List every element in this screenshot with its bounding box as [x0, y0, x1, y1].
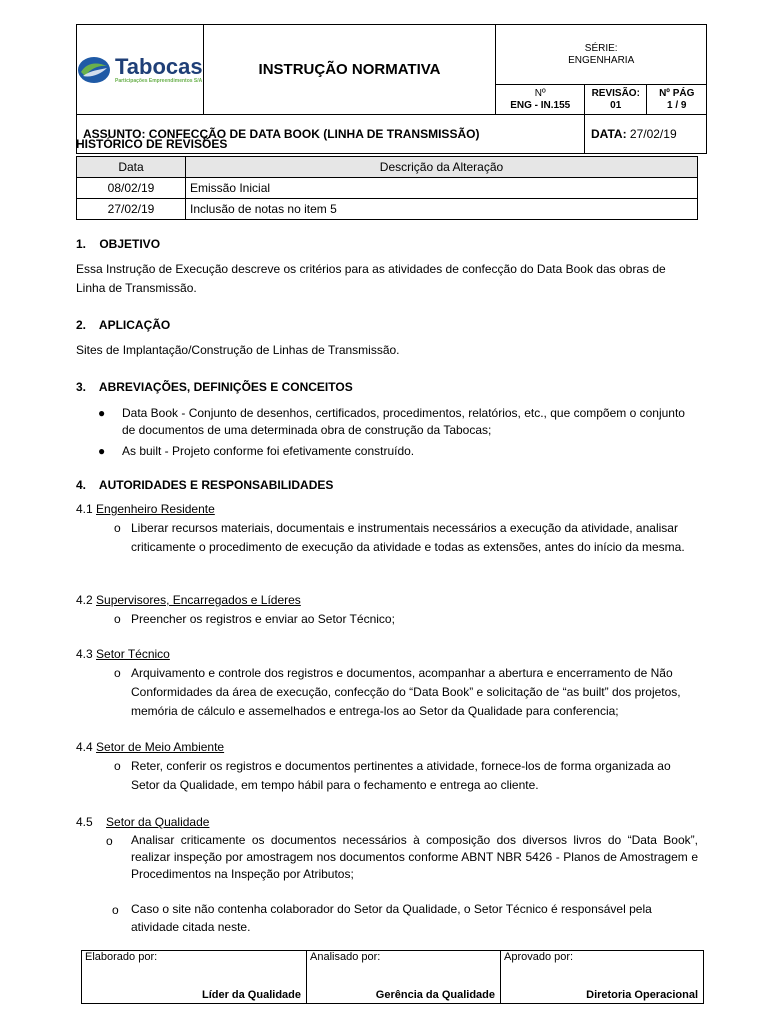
item-number: 4.3	[76, 647, 93, 661]
elaborado-label: Elaborado por:	[85, 951, 158, 963]
bullet-icon: ●	[98, 406, 106, 420]
item-4-2-text: Preencher os registros e enviar ao Setor Técnico;	[131, 612, 395, 626]
data-label: DATA:	[591, 127, 627, 141]
num-value: ENG - IN.155	[510, 99, 571, 111]
row-desc: Inclusão de notas no item 5	[186, 199, 698, 220]
title-cell	[203, 25, 496, 115]
aprovado-cell	[501, 951, 704, 1004]
analisado-cell	[307, 951, 501, 1004]
item-4-4-text: Reter, conferir os registros e documentos pertinentes a atividade, fornece-los de forma organizada ao Setor da Qualidade, em tempo hábil para o fechamento e entrega ao cliente.	[131, 759, 671, 792]
tabocas-logo-icon	[77, 56, 111, 84]
item-4-5-body-1	[131, 832, 698, 883]
item-number: 4.4	[76, 740, 93, 754]
revision-history-table	[76, 156, 698, 220]
item-title: Engenheiro Residente	[96, 502, 215, 516]
item-4-5-text-2: Caso o site não contenha colaborador do Setor da Qualidade, o Setor Técnico é responsável pela atividade citada neste.	[131, 902, 652, 934]
rev-value: 01	[610, 99, 622, 111]
elaborado-signatory: Líder da Qualidade	[201, 989, 301, 1001]
bullet-2-text: As built - Projeto conforme foi efetivamente construído.	[122, 444, 415, 458]
logo-text: Tabocas	[115, 53, 203, 79]
pag-value: 1 / 9	[667, 99, 687, 111]
logo-subtext: Participações Empreendimentos S/A	[115, 77, 203, 84]
section-4-title: 4. AUTORIDADES E RESPONSABILIDADES	[76, 478, 334, 492]
section-1-title: 1. OBJETIVO	[76, 237, 161, 251]
section-2-body	[76, 341, 698, 360]
analisado-label: Analisado por:	[310, 951, 381, 963]
company-logo	[77, 53, 203, 84]
table-header-row	[77, 157, 698, 178]
circle-bullet-icon: o	[106, 834, 113, 848]
circle-bullet-icon: o	[114, 666, 121, 680]
assunto-text: ASSUNTO: CONFECÇÃO DE DATA BOOK (LINHA DE TRANSMISSÃO)	[83, 127, 480, 141]
section-1-text: Essa Instrução de Execução descreve os critérios para as atividades de confecção do Data Book das obras de Linha de Transmissão.	[76, 262, 666, 295]
pag-label: Nº PÁG	[659, 87, 695, 99]
elaborado-cell	[82, 951, 307, 1004]
analisado-signatory: Gerência da Qualidade	[375, 989, 495, 1001]
aprovado-signatory: Diretoria Operacional	[586, 989, 698, 1001]
item-4-2-heading	[76, 593, 301, 607]
serie-cell	[496, 25, 707, 85]
rev-label: REVISÃO:	[591, 87, 640, 99]
col-header-desc: Descrição da Alteração	[186, 157, 698, 178]
pag-cell	[647, 85, 707, 115]
serie-label: SÉRIE:	[584, 42, 618, 54]
circle-bullet-icon: o	[112, 903, 119, 917]
item-title: Setor de Meio Ambiente	[96, 740, 225, 754]
num-cell	[496, 85, 585, 115]
item-4-4-body	[131, 757, 698, 795]
section-3-title: 3. ABREVIAÇÕES, DEFINIÇÕES E CONCEITOS	[76, 380, 353, 394]
serie-value: ENGENHARIA	[568, 54, 635, 66]
data-value: 27/02/19	[629, 127, 677, 141]
item-4-3-heading	[76, 647, 170, 661]
table-row	[77, 199, 698, 220]
bullet-icon: ●	[98, 444, 106, 458]
item-title: Supervisores, Encarregados e Líderes	[96, 593, 301, 607]
document-title: INSTRUÇÃO NORMATIVA	[258, 61, 441, 78]
item-number: 4.5	[76, 815, 93, 829]
document-header	[76, 24, 707, 154]
item-4-1-text: Liberar recursos materiais, documentais e instrumentais necessários a execução da atividade, analisar criticamente o procedimento de execução da atividade e todas as extensões, antes do início da mesma.	[131, 521, 685, 554]
historico-title: HISTÓRICO DE REVISÕES	[76, 137, 228, 151]
circle-bullet-icon: o	[114, 759, 121, 773]
item-title: Setor da Qualidade	[106, 815, 210, 829]
row-desc: Emissão Inicial	[186, 178, 698, 199]
item-4-2-body	[131, 610, 698, 629]
logo-cell	[77, 25, 204, 115]
table-row	[77, 178, 698, 199]
item-4-1-body	[131, 519, 698, 557]
item-number: 4.2	[76, 593, 93, 607]
item-4-5-text-1: Analisar criticamente os documentos necessários à composição dos diversos livros do “Data Book”, realizar inspeção por amostragem nos documentos conforme ABNT NBR 5426 - Planos de Amostragem e Procedimentos na Inspeção por Atributos;	[131, 833, 698, 881]
section-2-title: 2. APLICAÇÃO	[76, 318, 171, 332]
approval-footer	[81, 950, 704, 1004]
section-2-text: Sites de Implantação/Construção de Linhas de Transmissão.	[76, 343, 400, 357]
item-4-3-text: Arquivamento e controle dos registros e documentos, acompanhar a abertura e encerramento de Não Conformidades da área de execução, confecção do “Data Book” e solicitação de “as built” dos projetos, memória de cálculo e assemelhados e entrega-los ao Setor da Qualidade para conferencia;	[131, 666, 681, 718]
item-4-4-heading	[76, 740, 224, 754]
col-header-data: Data	[77, 157, 186, 178]
num-label: Nº	[534, 87, 546, 99]
section-3-bullet-1	[122, 405, 698, 439]
aprovado-label: Aprovado por:	[504, 951, 574, 963]
item-4-5-body-2	[131, 900, 698, 936]
circle-bullet-icon: o	[114, 612, 121, 626]
row-date: 08/02/19	[77, 178, 186, 199]
section-3-bullet-2	[122, 442, 698, 461]
rev-cell	[585, 85, 647, 115]
item-number: 4.1	[76, 502, 93, 516]
data-cell	[585, 115, 707, 154]
item-4-5-heading	[76, 815, 209, 829]
item-4-1-heading	[76, 502, 215, 516]
bullet-1-text: Data Book - Conjunto de desenhos, certificados, procedimentos, relatórios, etc., que compõem o conjunto de documentos de uma determinada obra de construção da Tabocas;	[122, 406, 685, 437]
circle-bullet-icon: o	[114, 521, 121, 535]
section-1-body	[76, 260, 698, 298]
item-title: Setor Técnico	[96, 647, 170, 661]
row-date: 27/02/19	[77, 199, 186, 220]
item-4-3-body	[131, 664, 698, 721]
